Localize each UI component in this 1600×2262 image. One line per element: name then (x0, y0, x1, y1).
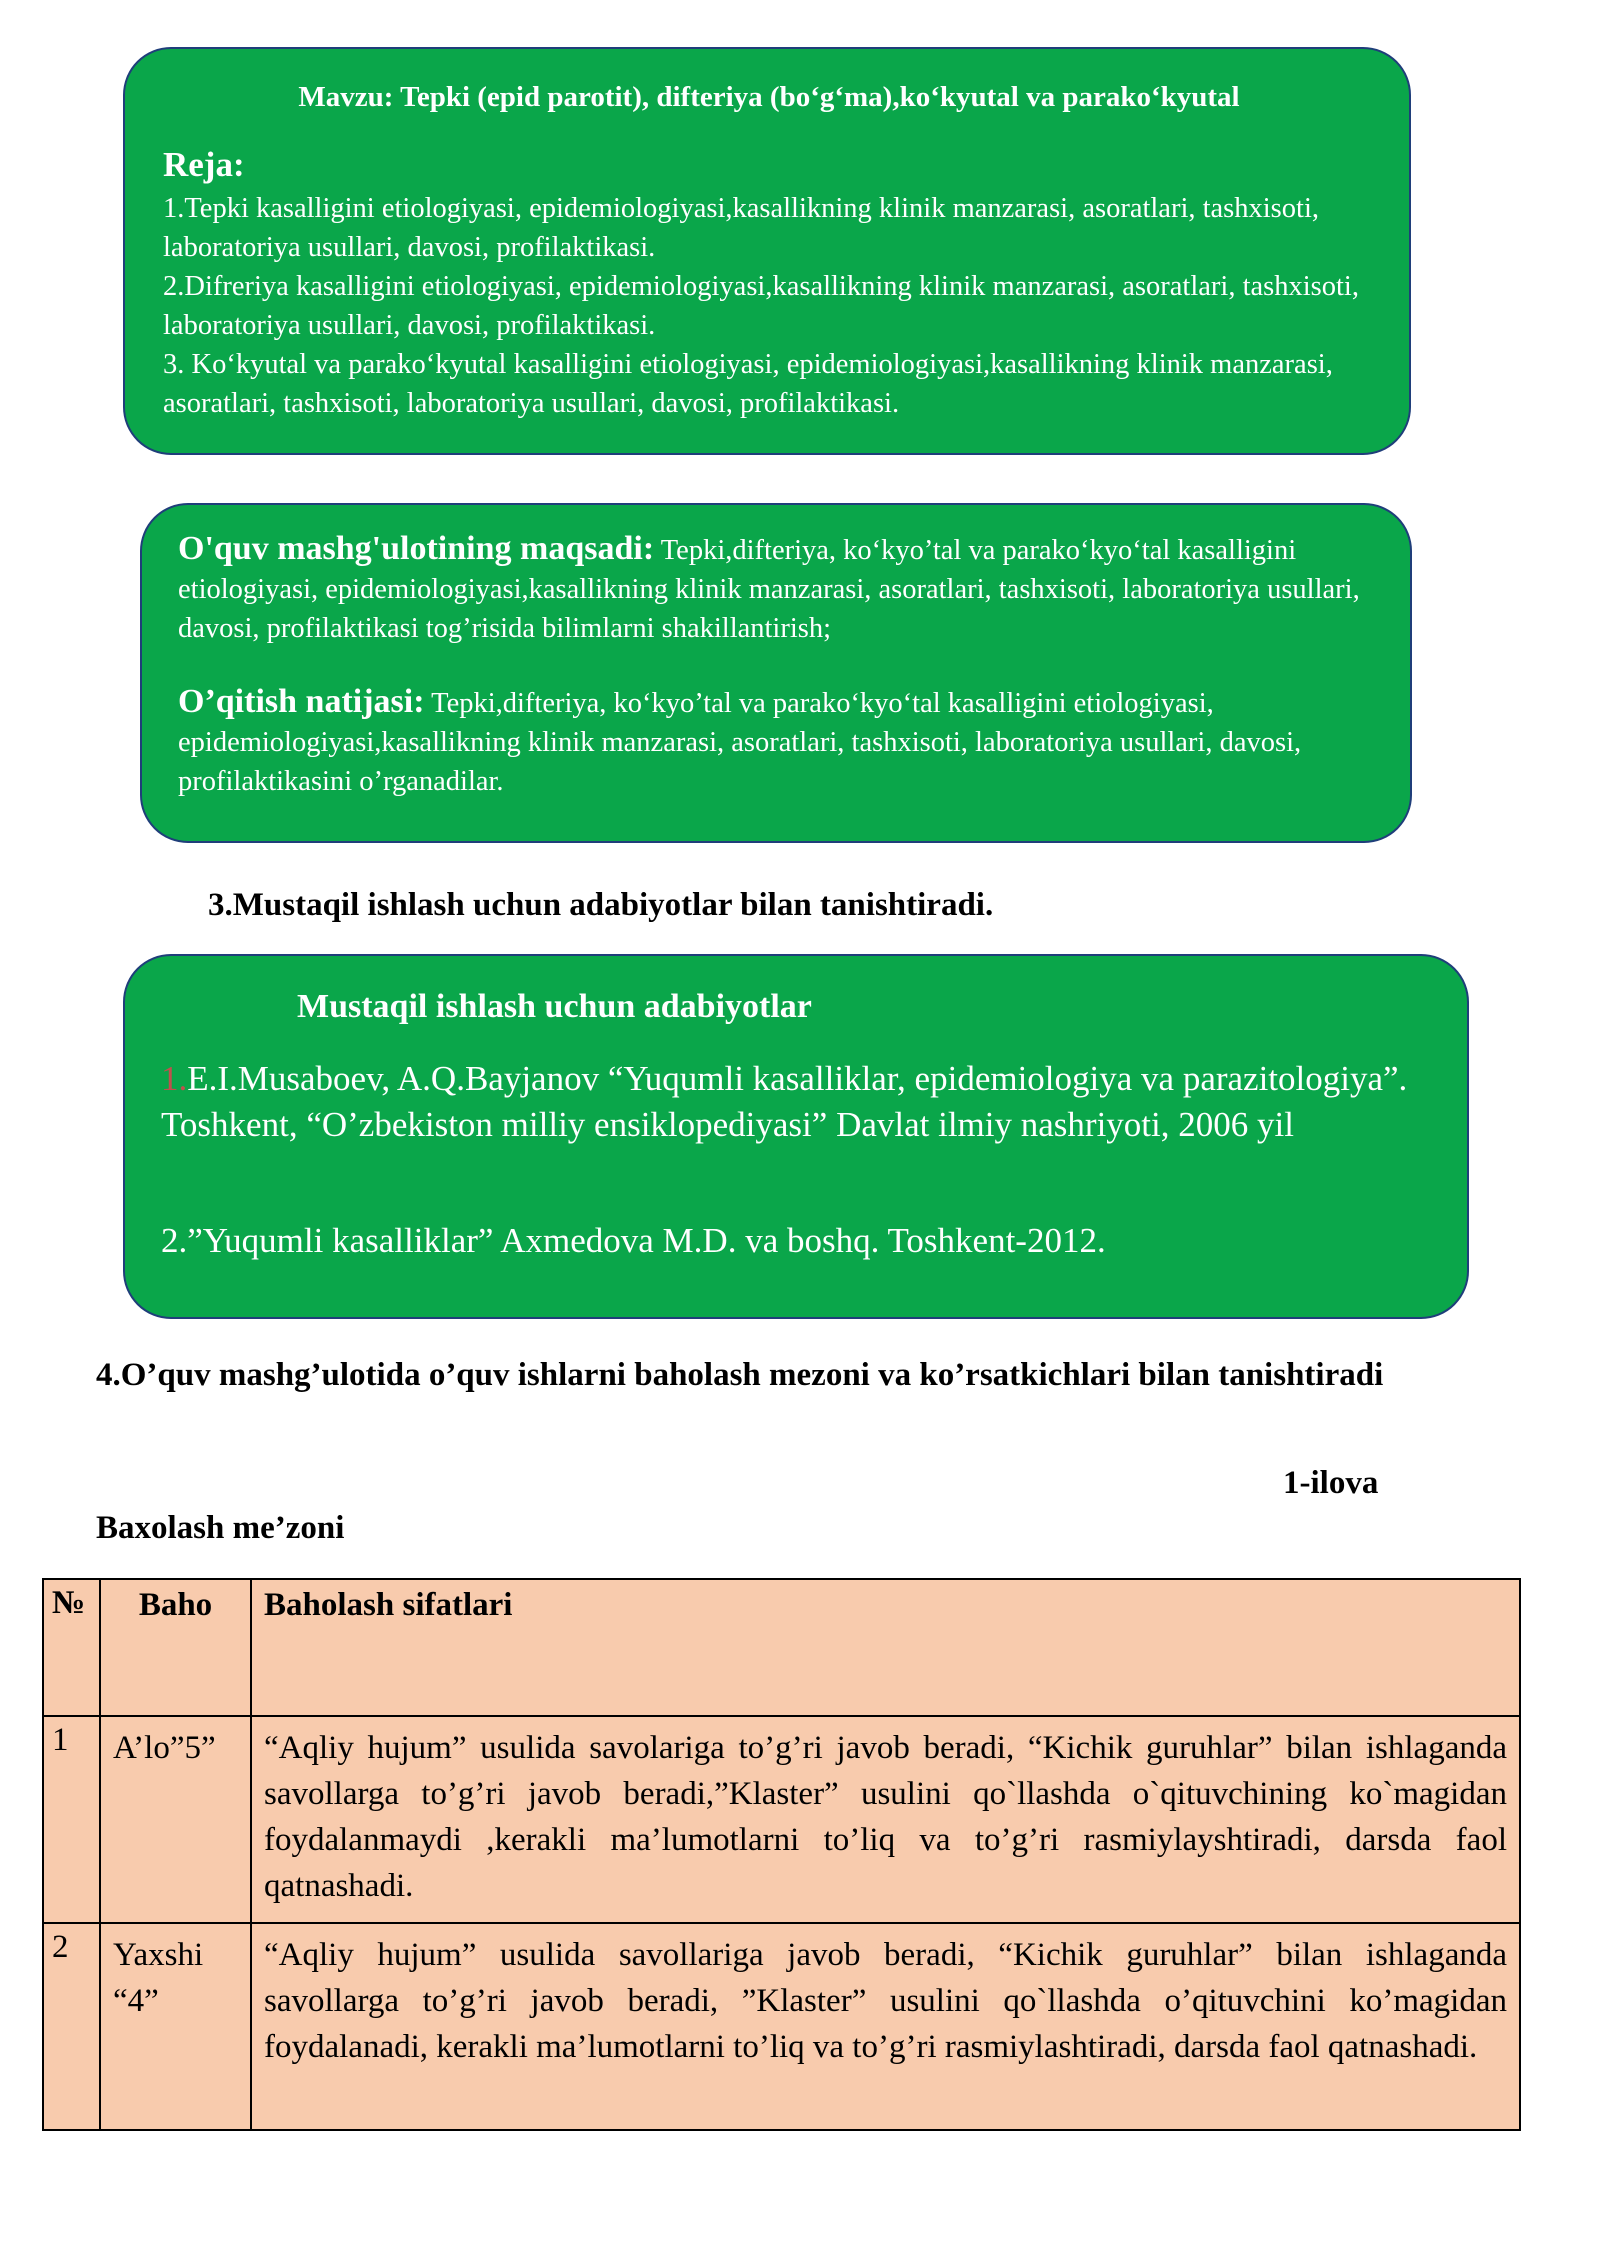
topic-title: Mavzu: Tepki (epid parotit), difteriya (bo‘g‘ma),ko‘kyutal va parako‘kyutal (298, 81, 1240, 113)
literature-item-1-text: E.I.Musaboev, A.Q.Bayjanov “Yuqumli kasalliklar, epidemiologiya va parazitologiya”. Toshkent, “O’zbekiston milliy ensiklopediyasi” Davlat ilmiy nashriyoti, 2006 yil (161, 1059, 1408, 1144)
plan-list (163, 189, 1383, 423)
goal-heading: O'quv mashg'ulotining maqsadi: (178, 530, 655, 567)
section-4-heading: 4.O’quv mashg’ulotida o’quv ishlarni baholash mezoni va ko’rsatkichlari bilan tanishtiradi (96, 1357, 1384, 1393)
literature-item-1 (161, 1056, 1431, 1148)
result-paragraph (178, 682, 1388, 801)
plan-item: 1.Tepki kasalligini etiologiyasi, epidemiologiyasi,kasallikning klinik manzarasi, asoratlari, tashxisoti, laboratoriya usullari, davosi, profilaktikasi. (163, 193, 1319, 263)
header-number: № (43, 1579, 100, 1716)
row-description: “Aqliy hujum” usulida savolariga to’g’ri javob beradi, “Kichik guruhlar” bilan ishlaganda savollarga to’g’ri javob beradi,”Klaster” usulini qo`llashda o`qituvchining ko`magidan foydalanmaydi ,kerakli ma’lumotlarni to’liq va to’g’ri rasmiylayshtiradi, darsda faol qatnashadi. (251, 1716, 1520, 1923)
literature-box (123, 954, 1469, 1319)
row-number: 2 (43, 1923, 100, 2130)
goal-paragraph (178, 529, 1388, 648)
grading-table (42, 1578, 1521, 2131)
topic-box (123, 47, 1411, 455)
result-heading: O’qitish natijasi: (178, 683, 425, 720)
criteria-title: Baxolash me’zoni (96, 1510, 345, 1546)
goal-box (140, 503, 1412, 843)
header-criteria: Baholash sifatlari (251, 1579, 1520, 1716)
literature-heading: Mustaqil ishlash uchun adabiyotlar (297, 988, 812, 1025)
goal-text: Tepki,difteriya, ko‘kyo’tal va parako‘kyo‘tal kasalligini etiologiyasi, epidemiologiyasi,kasallikning klinik manzarasi, asoratlari, tashxisoti, laboratoriya usullari, davosi, profilaktikasi tog’risida bilimlarni shakillantirish; (178, 535, 1360, 644)
row-grade: Yaxshi “4” (100, 1923, 251, 2130)
result-text: Tepki,difteriya, ko‘kyo’tal va parako‘kyo‘tal kasalligini etiologiyasi, epidemiologiyasi,kasallikning klinik manzarasi, asoratlari, tashxisoti, laboratoriya usullari, davosi, profilaktikasini o’rganadilar. (178, 688, 1302, 797)
row-description: “Aqliy hujum” usulida savollariga javob beradi, “Kichik guruhlar” bilan ishlaganda savollarga to’g’ri javob beradi, ”Klaster” usulini qo`llashda o’qituvchini ko’magidan foydalanadi, kerakli ma’lumotlarni to’liq va to’g’ri rasmiylashtiradi, darsda faol qatnashadi. (251, 1923, 1520, 2130)
table-row (43, 1923, 1520, 2130)
row-number: 1 (43, 1716, 100, 1923)
section-3-heading: 3.Mustaqil ishlash uchun adabiyotlar bilan tanishtiradi. (208, 887, 994, 923)
appendix-label: 1-ilova (1283, 1465, 1379, 1501)
plan-heading: Reja: (163, 145, 245, 184)
row-grade: A’lo”5” (100, 1716, 251, 1923)
plan-item: 3. Ko‘kyutal va parako‘kyutal kasalligini etiologiyasi, epidemiologiyasi,kasallikning klinik manzarasi, asoratlari, tashxisoti, laboratoriya usullari, davosi, profilaktikasi. (163, 349, 1333, 419)
header-grade: Baho (100, 1579, 251, 1716)
table-header-row (43, 1579, 1520, 1716)
literature-item-2: 2.”Yuqumli kasalliklar” Axmedova M.D. va boshq. Toshkent-2012. (161, 1221, 1106, 1260)
plan-item: 2.Difreriya kasalligini etiologiyasi, epidemiologiyasi,kasallikning klinik manzarasi, asoratlari, tashxisoti, laboratoriya usullari, davosi, profilaktikasi. (163, 271, 1359, 341)
table-row (43, 1716, 1520, 1923)
literature-item-1-number: 1. (161, 1059, 188, 1098)
